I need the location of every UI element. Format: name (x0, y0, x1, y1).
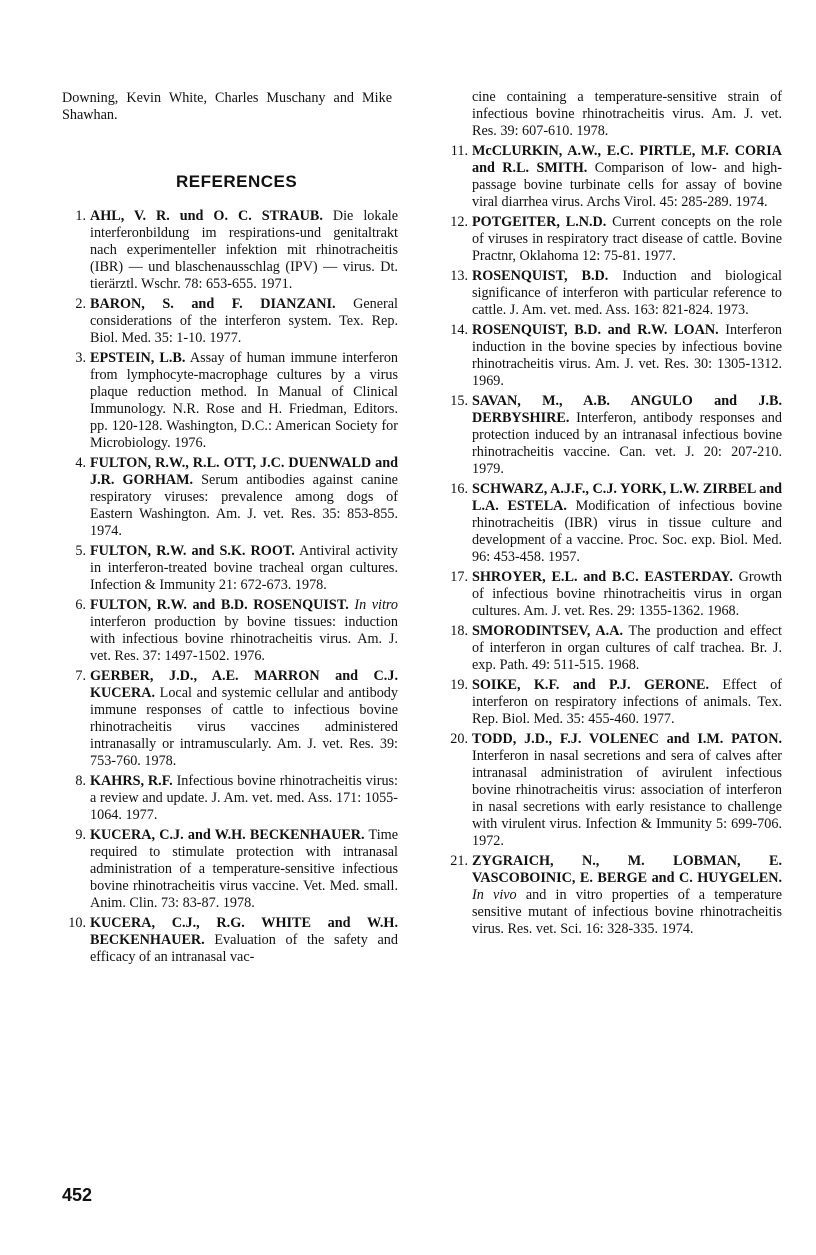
reference-citation: Interferon in nasal secretions and sera of calves after intranasal administration of avirulent infectious bovine rhinotracheitis virus: association of interferon in nasal secretions with early resistance to challenge with virulent virus. Infection & Immunity 5: 699-706. 1972. (472, 748, 782, 849)
reference-citation: Antiviral activity in interferon-treated bovine tracheal organ cultures. Infection & Immunity 21: 672-673. 1978. (90, 543, 398, 593)
page-number: 452 (62, 1185, 93, 1205)
reference-item (444, 481, 782, 566)
reference-item (444, 677, 782, 728)
reference-citation: Serum antibodies against canine respiratory viruses: prevalence among dogs of Eastern Washington. Am. J. vet. Res. 35: 853-855. 1974. (90, 472, 398, 539)
reference-citation: Infectious bovine rhinotracheitis virus: a review and update. J. Am. vet. med. Ass. 171: 1055-1064. 1977. (90, 773, 398, 823)
reference-item (62, 597, 398, 665)
reference-authors: ZYGRAICH, N., M. LOBMAN, E. VASCOBOINIC, E. BERGE and C. HUYGELEN. (472, 853, 782, 886)
reference-number: 14. (450, 322, 468, 338)
reference-citation: Interferon induction in the bovine species by infectious bovine rhinotracheitis virus. Am. J. vet. Res. 30: 1305-1312. 1969. (472, 322, 783, 389)
reference-authors: FULTON, R.W. and B.D. ROSENQUIST. (90, 597, 349, 613)
reference-item (444, 322, 782, 390)
reference-number: 7. (75, 668, 86, 684)
reference-item (444, 143, 782, 211)
reference-authors: ROSENQUIST, B.D. (472, 268, 609, 284)
reference-number: 12. (450, 214, 468, 230)
reference-number: 8. (75, 773, 86, 789)
reference-authors: KAHRS, R.F. (90, 773, 173, 789)
reference-citation: Current concepts on the role of viruses in respiratory tract disease of cattle. Bovine Practnr, Oklahoma 12: 75-81. 1977. (472, 214, 782, 264)
reference-item (444, 268, 782, 319)
reference-authors: KUCERA, C.J. and W.H. BECKENHAUER. (90, 827, 365, 843)
reference-item (62, 296, 398, 347)
reference-item (62, 543, 398, 594)
reference-citation: General considerations of the interferon system. Tex. Rep. Biol. Med. 35: 1-10. 1977. (90, 296, 398, 346)
reference-citation: Assay of human immune interferon from lymphocyte-macrophage cultures by a virus plaque reduction method. In Manual of Clinical Immunology. N.R. Rose and H. Friedman, Editors. pp. 120-128. Washington, D.C.: American Society for Microbiology. 1976. (90, 350, 399, 451)
reference-authors: McCLURKIN, A.W., E.C. PIRTLE, M.F. CORIA and R.L. SMITH. (472, 143, 782, 176)
reference-number: 20. (450, 731, 468, 747)
reference-item (444, 853, 782, 938)
reference-number: 21. (450, 853, 468, 869)
reference-item (444, 623, 782, 674)
reference-citation: and in vitro properties of a temperature sensitive mutant of infectious bovine rhinotracheitis virus. Res. vet. Sci. 16: 328-335. 1974. (472, 887, 782, 937)
reference-number: 17. (450, 569, 468, 585)
reference-authors: GERBER, J.D., A.E. MARRON and C.J. KUCERA. (90, 668, 398, 701)
reference-citation: Growth of infectious bovine rhinotracheitis virus in organ cultures. Am. J. vet. Res. 29: 1355-1362. 1968. (472, 569, 782, 619)
reference-continuation: cine containing a temperature-sensitive strain of infectious bovine rhinotracheitis virus. Am. J. vet. Res. 39: 607-610. 1978. (472, 89, 782, 139)
reference-number: 11. (450, 143, 468, 159)
reference-citation: Die lokale interferonbildung im respirations-und genitaltrakt nach experimenteller infektion mit rhinotracheitis (IBR) — und blaschenausschlag (IPV) — virus. Dt. tierärztl. Wschr. 78: 653-655. 1971. (90, 208, 399, 292)
reference-authors: EPSTEIN, L.B. (90, 350, 186, 366)
reference-citation: Effect of interferon on respiratory infections of animals. Tex. Rep. Biol. Med. 35: 455-460. 1977. (472, 677, 782, 727)
reference-item (444, 569, 782, 620)
reference-authors: KUCERA, C.J., R.G. WHITE and W.H. BECKENHAUER. (90, 915, 398, 948)
reference-authors: SOIKE, K.F. and P.J. GERONE. (472, 677, 709, 693)
reference-citation: interferon production by bovine tissues: induction with infectious bovine rhinotracheitis virus. Am. J. vet. Res. 37: 1497-1502. 1976. (90, 614, 398, 664)
reference-item (62, 350, 398, 452)
reference-item (62, 827, 398, 912)
reference-authors: AHL, V. R. und O. C. STRAUB. (90, 208, 323, 224)
reference-citation: Comparison of low- and high-passage bovine turbinate cells for assay of bovine viral diarrhea virus. Archs Virol. 45: 285-289. 1974. (472, 160, 782, 210)
reference-citation: Modification of infectious bovine rhinotracheitis (IBR) virus in tissue culture and development of a vaccine. Proc. Soc. exp. Biol. Med. 96: 453-458. 1957. (472, 498, 782, 565)
reference-item (444, 393, 782, 478)
reference-item (62, 455, 398, 540)
reference-item (62, 773, 398, 824)
reference-number: 4. (75, 455, 86, 471)
reference-number: 6. (75, 597, 86, 613)
reference-number: 18. (450, 623, 468, 639)
reference-number: 2. (75, 296, 86, 312)
reference-authors: TODD, J.D., F.J. VOLENEC and I.M. PATON. (472, 731, 782, 747)
reference-citation: Induction and biological significance of interferon with particular reference to cattle. J. Am. vet. med. Ass. 163: 821-824. 1973. (472, 268, 782, 318)
reference-authors: ROSENQUIST, B.D. and R.W. LOAN. (472, 322, 719, 338)
reference-authors: SAVAN, M., A.B. ANGULO and J.B. DERBYSHIRE. (472, 393, 782, 426)
reference-italic-term: In vitro (354, 597, 398, 613)
reference-authors: SCHWARZ, A.J.F., C.J. YORK, L.W. ZIRBEL and L.A. ESTELA. (472, 481, 782, 514)
reference-citation: Interferon, antibody responses and protection induced by an intranasal infectious bovine rhinotracheitis vaccine. Can. vet. J. 20: 207-210. 1979. (472, 410, 782, 477)
reference-number: 1. (75, 208, 86, 224)
acknowledgements-text: Downing, Kevin White, Charles Muschany and Mike Shawhan. (62, 90, 392, 123)
references-heading: REFERENCES (176, 172, 298, 191)
reference-item (62, 208, 398, 293)
references-right-column (444, 89, 782, 941)
reference-number: 5. (75, 543, 86, 559)
reference-item (62, 668, 398, 770)
reference-citation: The production and effect of interferon in organ cultures of calf trachea. Br. J. exp. Path. 49: 511-515. 1968. (472, 623, 782, 673)
reference-authors: FULTON, R.W., R.L. OTT, J.C. DUENWALD and J.R. GORHAM. (90, 455, 398, 488)
reference-italic-term: In vivo (472, 887, 517, 903)
reference-number: 9. (75, 827, 86, 843)
reference-authors: BARON, S. and F. DIANZANI. (90, 296, 336, 312)
reference-number: 16. (450, 481, 468, 497)
reference-authors: FULTON, R.W. and S.K. ROOT. (90, 543, 295, 559)
reference-citation: Evaluation of the safety and efficacy of an intranasal vac- (90, 932, 398, 965)
reference-authors: SMORODINTSEV, A.A. (472, 623, 623, 639)
reference-citation: Time required to stimulate protection with intranasal administration of a temperature-sensitive infectious bovine rhinotracheitis virus vaccine. Vet. Med. small. Anim. Clin. 73: 83-87. 1978. (90, 827, 398, 911)
reference-number: 3. (75, 350, 86, 366)
reference-item (62, 915, 398, 966)
references-left-column (62, 208, 398, 969)
reference-authors: SHROYER, E.L. and B.C. EASTERDAY. (472, 569, 733, 585)
reference-number: 15. (450, 393, 468, 409)
reference-item (444, 214, 782, 265)
reference-citation: Local and systemic cellular and antibody immune responses of cattle to infectious bovine rhinotracheitis virus vaccines administered intranasally or intramuscularly. Am. J. vet. Res. 39: 753-760. 1978. (90, 685, 398, 769)
reference-number: 13. (450, 268, 468, 284)
reference-item (444, 731, 782, 850)
reference-number: 19. (450, 677, 468, 693)
reference-authors: POTGEITER, L.N.D. (472, 214, 607, 230)
reference-number: 10. (68, 915, 86, 931)
